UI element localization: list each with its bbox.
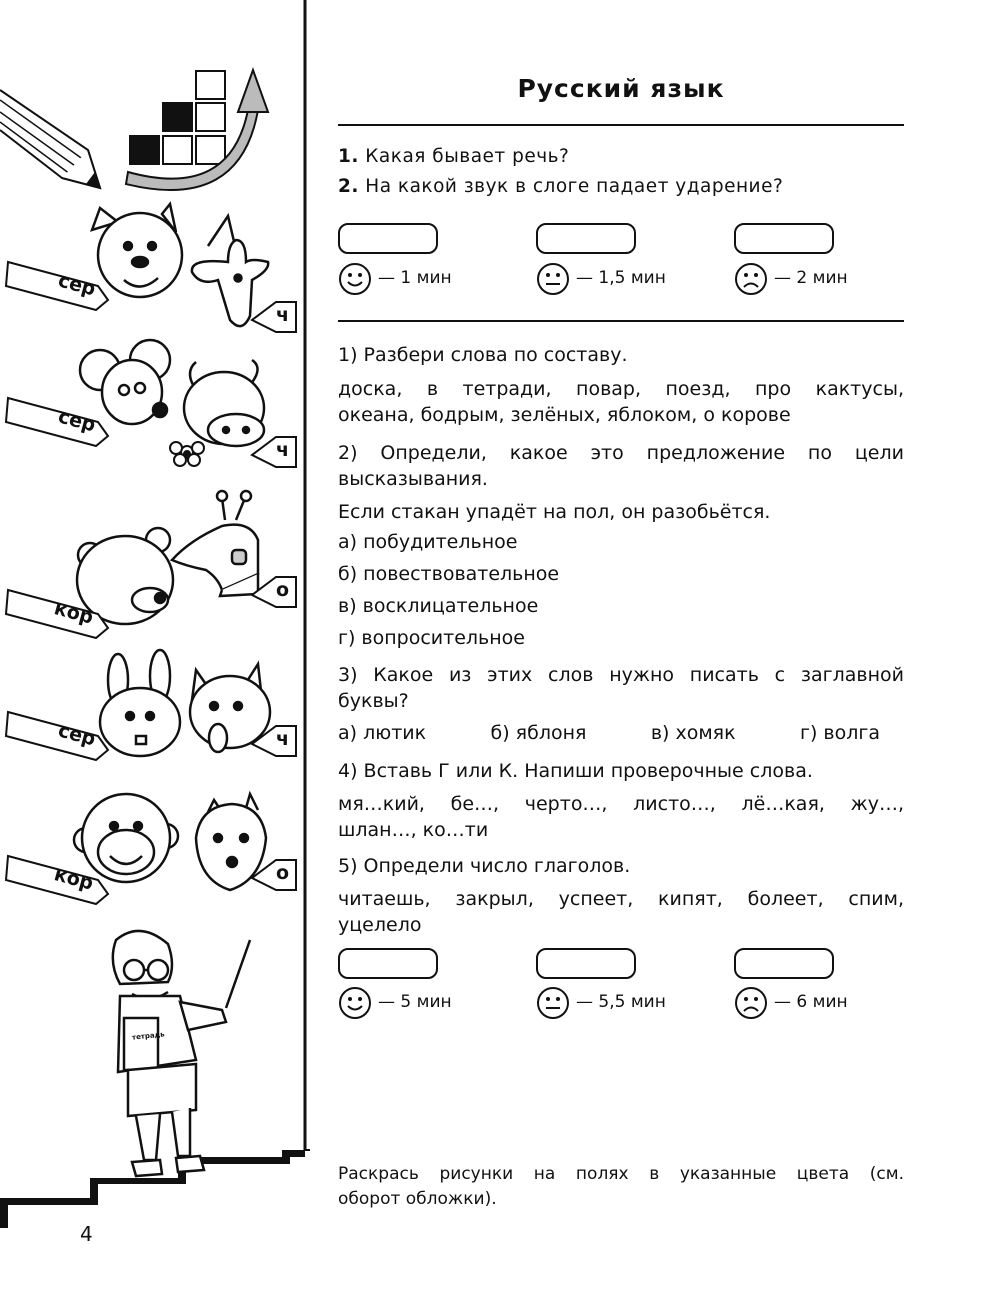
margin-tag-10: о <box>276 862 290 884</box>
task-1-title: 1) Разбери слова по составу. <box>338 344 628 366</box>
footer-note: оборот обложки). <box>338 1189 497 1209</box>
timer-label: — 1 мин <box>378 268 452 288</box>
question-number: 1. <box>338 146 359 167</box>
timer-label: — 6 мин <box>774 992 848 1012</box>
divider <box>338 124 904 126</box>
task-5-line: читаешь, закрыл, успеет, кипят, болеет, спим, <box>338 888 904 910</box>
notebook-label: тетрадь <box>131 1030 166 1042</box>
task-1-line: океана, бодрым, зелёных, яблоком, о корове <box>338 404 791 426</box>
margin-tag-9: кор <box>51 863 96 895</box>
option: а) побудительное <box>338 531 518 553</box>
smile-face-icon <box>338 262 372 296</box>
margin-illustrations <box>0 0 310 1300</box>
neutral-face-icon <box>536 262 570 296</box>
cat-face-icon <box>92 204 182 297</box>
answer-box[interactable] <box>338 948 438 979</box>
timer-label: — 1,5 мин <box>576 268 666 288</box>
timer-label: — 2 мин <box>774 268 848 288</box>
flower-icon <box>170 442 204 466</box>
sad-face-icon <box>734 262 768 296</box>
answer-box[interactable] <box>536 948 636 979</box>
cow-face-icon <box>184 360 264 446</box>
option: б) яблоня <box>490 722 587 744</box>
margin-tag-8: ч <box>276 728 290 750</box>
option: в) восклицательное <box>338 595 539 617</box>
question-number: 2. <box>338 176 359 197</box>
task-2-title: высказывания. <box>338 468 488 490</box>
task-3-title: 3) Какое из этих слов нужно писать с заглавной <box>338 664 904 686</box>
question-text: Какая бывает речь? <box>365 146 570 167</box>
margin-tag-7: сер <box>55 719 98 751</box>
grid-icon <box>130 71 225 164</box>
margin-tag-4: ч <box>276 439 290 461</box>
answer-box[interactable] <box>734 948 834 979</box>
option: а) лютик <box>338 722 427 744</box>
option: б) повествовательное <box>338 563 560 585</box>
answer-box[interactable] <box>536 223 636 254</box>
task-3-title: буквы? <box>338 690 409 712</box>
pencil-icon <box>0 90 100 188</box>
smile-face-icon <box>338 986 372 1020</box>
question-1 <box>338 146 904 167</box>
divider <box>338 320 904 322</box>
giraffe-face-icon <box>172 491 258 596</box>
option: в) хомяк <box>650 722 736 744</box>
timer-label: — 5 мин <box>378 992 452 1012</box>
timer-label: — 5,5 мин <box>576 992 666 1012</box>
rabbit-face-icon <box>100 650 180 756</box>
task-2-sentence: Если стакан упадёт на пол, он разобьётся. <box>338 501 771 523</box>
task-1-line: доска, в тетради, повар, поезд, про кактусы, <box>338 378 904 400</box>
task-5-title: 5) Определи число глаголов. <box>338 855 631 877</box>
option: г) волга <box>799 722 880 744</box>
goat-face-icon <box>192 216 268 326</box>
answer-box[interactable] <box>734 223 834 254</box>
margin-tag-6: о <box>276 579 290 601</box>
task-3-options <box>338 720 904 746</box>
mouse-face-icon <box>80 340 170 424</box>
answer-box[interactable] <box>338 223 438 254</box>
margin-tag-1: сер <box>55 269 98 301</box>
question-text: На какой звук в слоге падает ударение? <box>365 176 784 197</box>
page-title: Русский язык <box>517 74 725 103</box>
page-number: 4 <box>80 1222 93 1246</box>
boy-teacher-icon <box>113 931 250 1176</box>
task-4-title: 4) Вставь Г или К. Напиши проверочные слова. <box>338 760 813 782</box>
task-5-line: уцелело <box>338 914 422 936</box>
question-2 <box>338 176 904 197</box>
neutral-face-icon <box>536 986 570 1020</box>
task-4-line: мя…кий, бе…, черто…, листо…, лё…кая, жу…, <box>338 793 904 815</box>
margin-tag-3: сер <box>55 405 98 437</box>
margin-tag-2: ч <box>276 304 290 326</box>
task-4-line: шлан…, ко…ти <box>338 819 489 841</box>
monkey-face-icon <box>74 794 178 882</box>
option: г) вопросительное <box>338 627 525 649</box>
task-2-title: 2) Определи, какое это предложение по цели <box>338 442 904 464</box>
sad-face-icon <box>734 986 768 1020</box>
footer-note: Раскрась рисунки на полях в указанные цвета (см. <box>338 1164 904 1184</box>
margin-tag-5: кор <box>51 597 96 629</box>
